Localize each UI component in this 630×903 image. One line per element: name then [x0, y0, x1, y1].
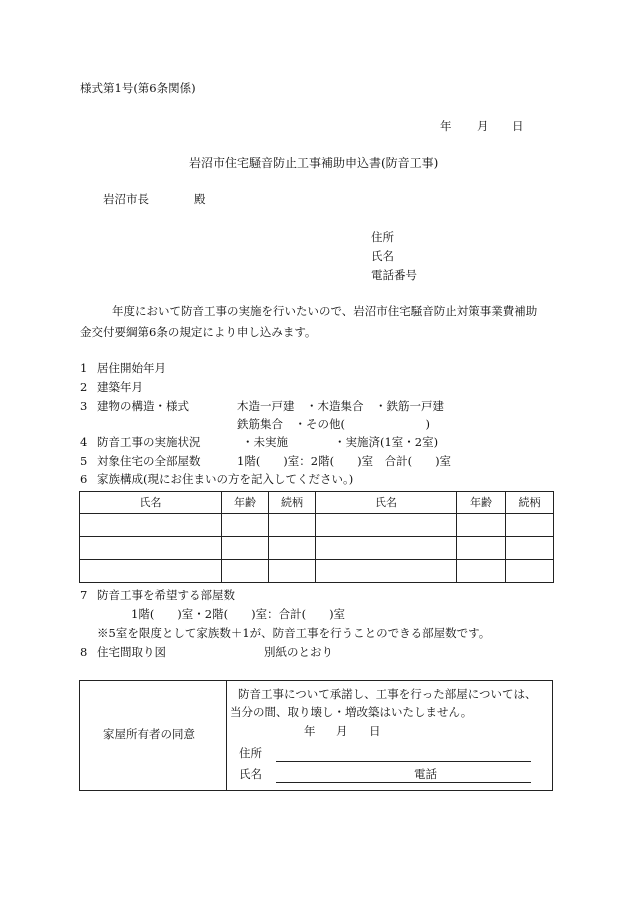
- cell-relation[interactable]: [269, 560, 316, 583]
- date-year-label: 年: [440, 119, 452, 133]
- consent-date-month: 月: [336, 724, 348, 738]
- intro-line-2: 金交付要綱第6条の規定により申し込みます。: [80, 325, 317, 339]
- applicant-phone-label: 電話番号: [371, 268, 417, 282]
- cell-age[interactable]: [457, 514, 506, 537]
- consent-name-label: 氏名: [239, 767, 262, 781]
- intro-line-1: 年度において防音工事の実施を行いたいので、岩沼市住宅騒音防止対策事業費補助: [112, 304, 538, 318]
- item-4-option-not-done: ・未実施: [242, 435, 288, 449]
- addressee-name: 岩沼市長: [103, 192, 149, 206]
- consent-phone-label: 電話: [414, 767, 437, 781]
- header-name-1: 氏名: [80, 492, 222, 514]
- item-3-options-line-2: 鉄筋集合 ・その他( ): [237, 417, 430, 431]
- item-8-number: 8: [80, 645, 88, 659]
- date-day-label: 日: [512, 119, 524, 133]
- owner-consent-box: [79, 680, 553, 791]
- consent-name-line[interactable]: [276, 782, 531, 783]
- cell-name[interactable]: [316, 514, 457, 537]
- item-6-label: 家族構成(現にお住まいの方を記入してください。): [97, 472, 354, 486]
- consent-box-divider: [226, 681, 227, 790]
- cell-relation[interactable]: [506, 560, 554, 583]
- item-3-options-line-1: 木造一戸建 ・木造集合 ・鉄筋一戸建: [237, 399, 444, 413]
- cell-name[interactable]: [80, 560, 222, 583]
- item-2-number: 2: [80, 380, 88, 394]
- header-relation-2: 続柄: [506, 492, 554, 514]
- item-7-label: 防音工事を希望する部屋数: [97, 588, 235, 602]
- table-row: [80, 560, 554, 583]
- table-row: [80, 537, 554, 560]
- item-6-number: 6: [80, 472, 88, 486]
- consent-date-day: 日: [369, 724, 381, 738]
- document-title: 岩沼市住宅騒音防止工事補助申込書(防音工事): [189, 156, 439, 170]
- item-7-note: ※5室を限度として家族数＋1が、防音工事を行うことのできる部屋数です。: [97, 626, 491, 640]
- form-number: 様式第1号(第6条関係): [80, 81, 196, 95]
- item-5-number: 5: [80, 454, 88, 468]
- consent-date-year: 年: [304, 724, 316, 738]
- item-8-value: 別紙のとおり: [264, 645, 333, 659]
- cell-relation[interactable]: [269, 537, 316, 560]
- cell-name[interactable]: [316, 560, 457, 583]
- item-5-label: 対象住宅の全部屋数: [97, 454, 201, 468]
- applicant-name-label: 氏名: [371, 249, 394, 263]
- cell-age[interactable]: [457, 537, 506, 560]
- consent-address-line[interactable]: [276, 761, 531, 762]
- item-5-room-counts: 1階( )室：2階( )室 合計( )室: [237, 454, 452, 468]
- cell-relation[interactable]: [269, 514, 316, 537]
- cell-name[interactable]: [316, 537, 457, 560]
- cell-age[interactable]: [222, 514, 269, 537]
- consent-address-label: 住所: [239, 746, 262, 760]
- item-1-number: 1: [80, 361, 88, 375]
- header-relation-1: 続柄: [269, 492, 316, 514]
- cell-age[interactable]: [457, 560, 506, 583]
- item-4-number: 4: [80, 435, 88, 449]
- cell-name[interactable]: [80, 514, 222, 537]
- header-name-2: 氏名: [316, 492, 457, 514]
- cell-relation[interactable]: [506, 514, 554, 537]
- item-7-room-counts: 1階( )室・2階( )室：合計( )室: [131, 607, 346, 621]
- item-4-option-done: ・実施済(1室・2室): [334, 435, 439, 449]
- item-4-label: 防音工事の実施状況: [97, 435, 201, 449]
- applicant-address-label: 住所: [371, 230, 394, 244]
- cell-age[interactable]: [222, 537, 269, 560]
- table-row: [80, 514, 554, 537]
- item-2-label: 建築年月: [97, 380, 143, 394]
- consent-text-line-2: 当分の間、取り壊し・増改築はいたしません。: [230, 705, 473, 719]
- family-table: [79, 491, 554, 583]
- consent-text-line-1: 防音工事について承諾し、工事を行った部屋については、: [238, 687, 537, 701]
- cell-age[interactable]: [222, 560, 269, 583]
- item-8-label: 住宅間取り図: [97, 645, 166, 659]
- cell-name[interactable]: [80, 537, 222, 560]
- cell-relation[interactable]: [506, 537, 554, 560]
- consent-label: 家屋所有者の同意: [103, 727, 195, 741]
- header-age-2: 年齢: [457, 492, 506, 514]
- addressee-honorific: 殿: [194, 192, 206, 206]
- family-table-header-row: [80, 492, 554, 514]
- header-age-1: 年齢: [222, 492, 269, 514]
- item-7-number: 7: [80, 588, 88, 602]
- item-3-label: 建物の構造・様式: [97, 399, 189, 413]
- date-month-label: 月: [477, 119, 489, 133]
- item-3-number: 3: [80, 399, 88, 413]
- item-1-label: 居住開始年月: [97, 361, 166, 375]
